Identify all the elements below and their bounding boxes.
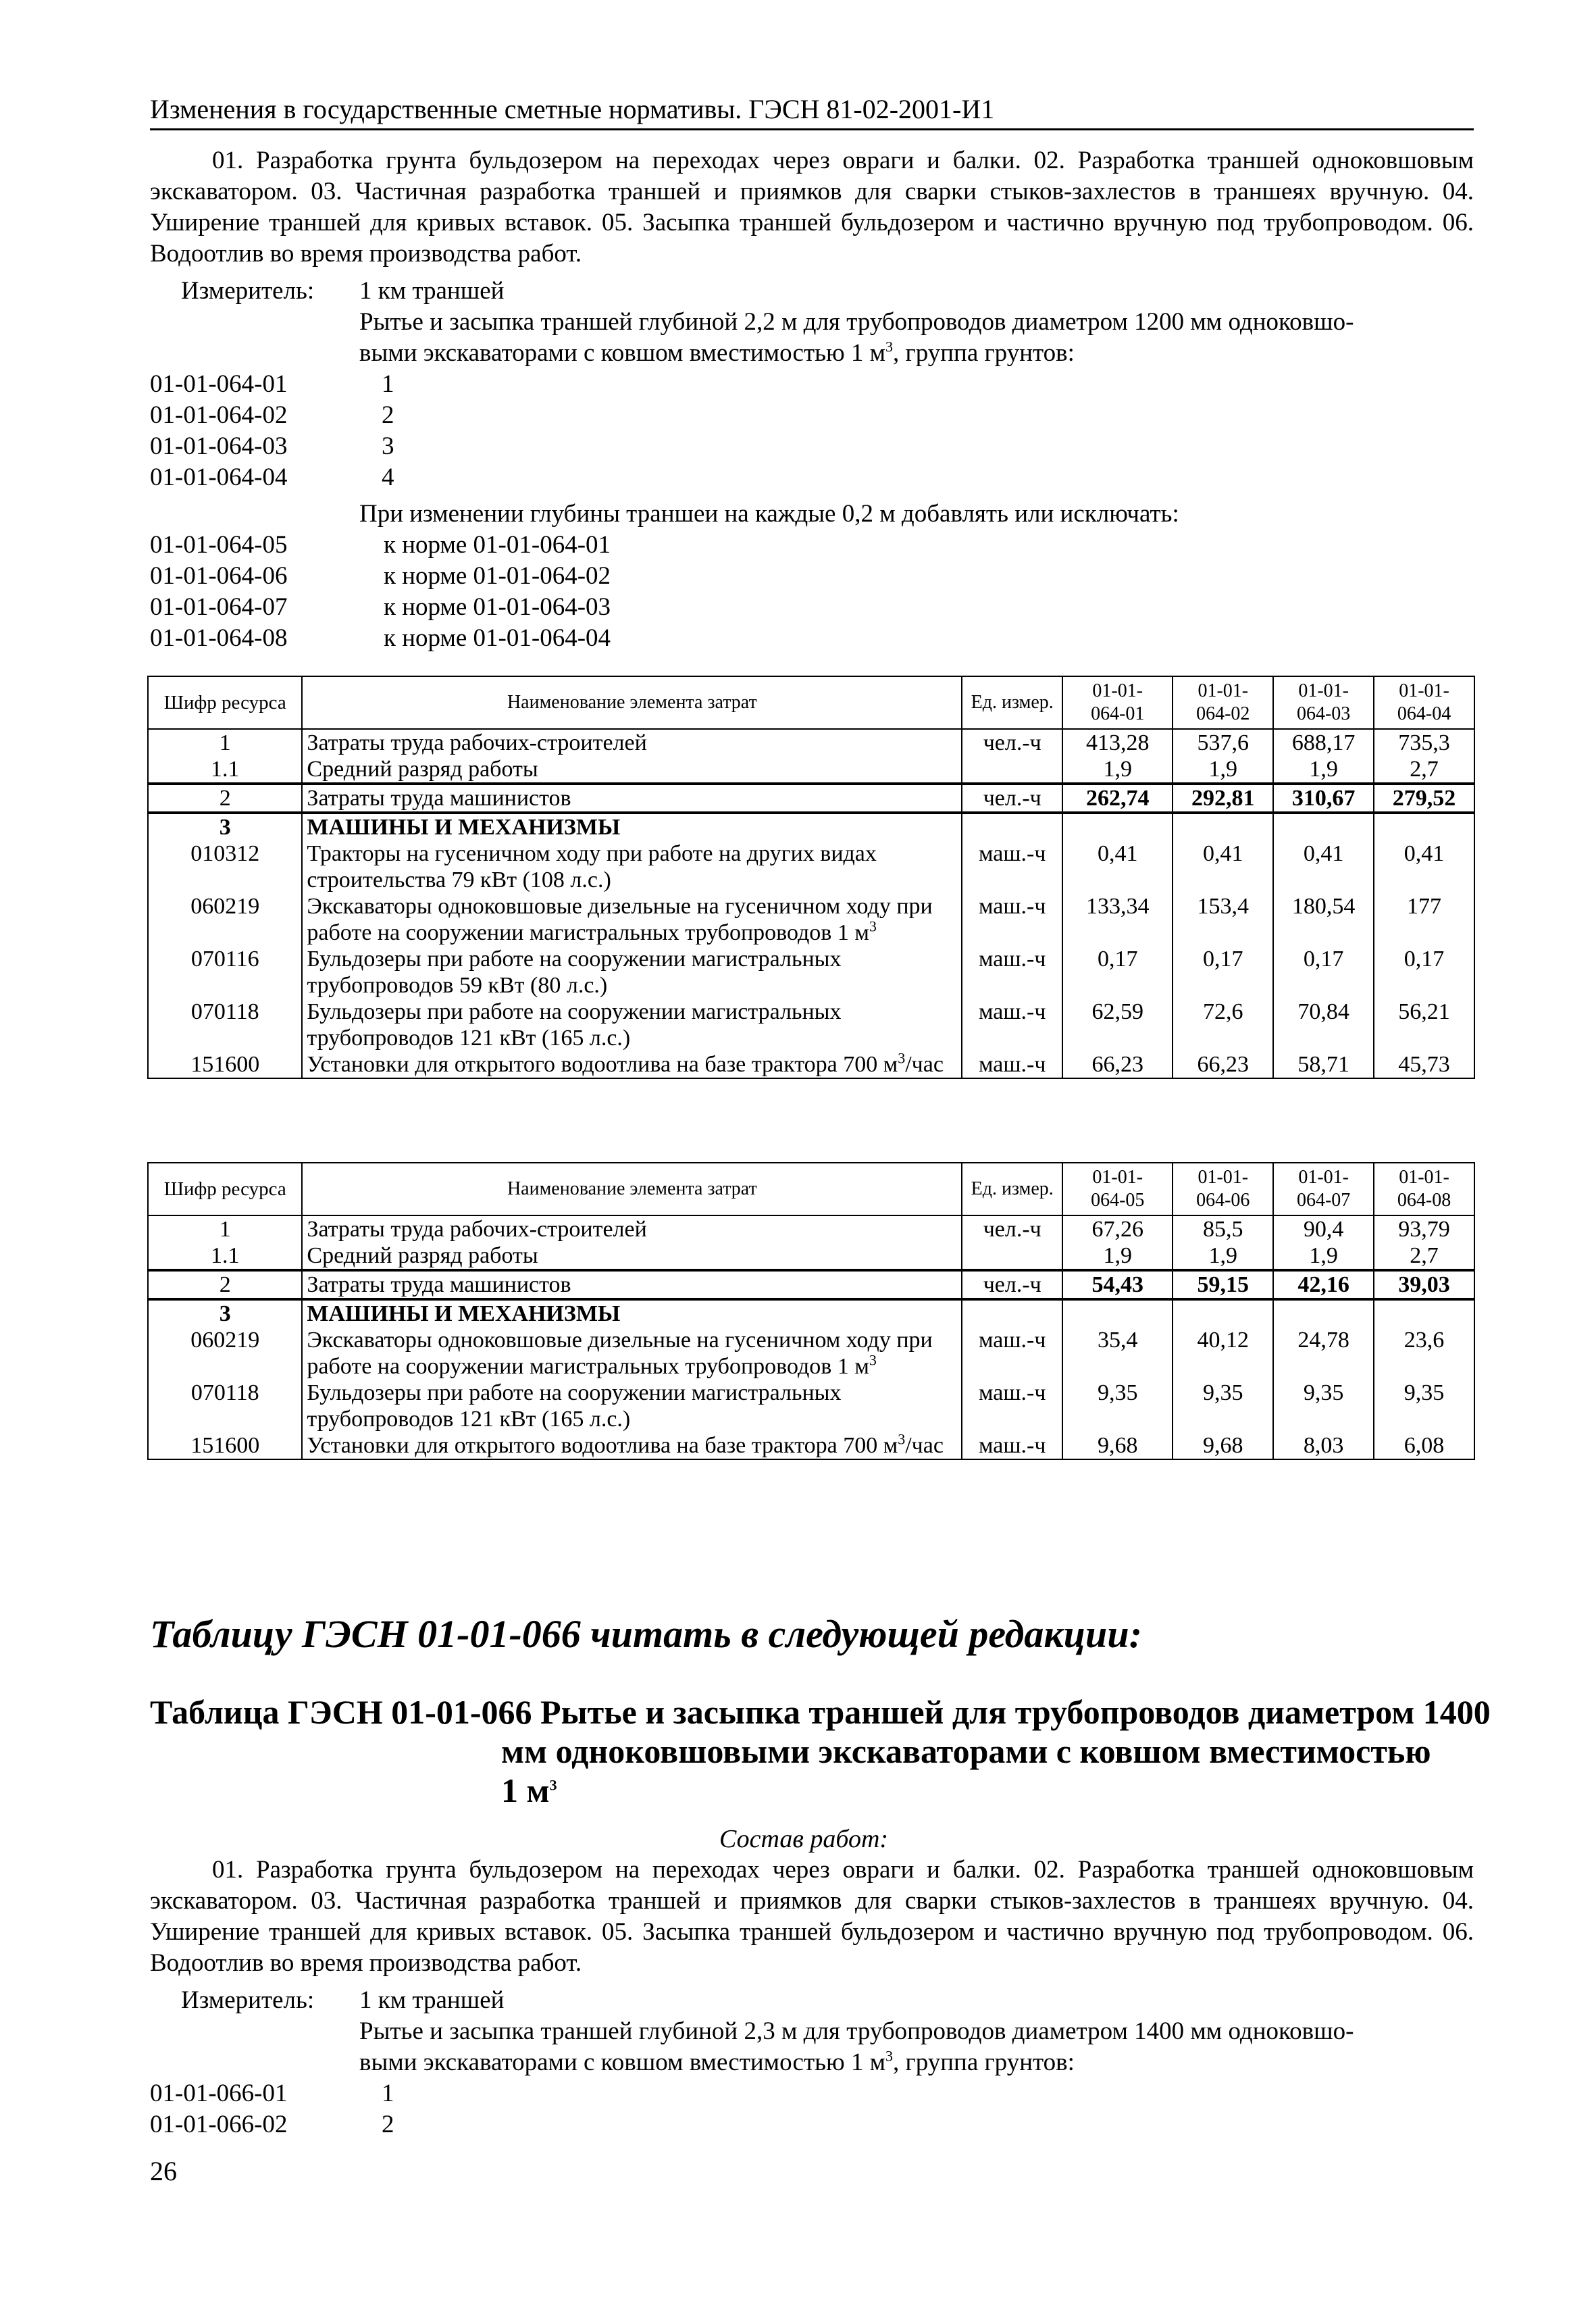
soil-group-code: 01-01-064-04 xyxy=(150,463,288,491)
norm-value xyxy=(1173,813,1273,840)
superscript: 3 xyxy=(898,1049,906,1067)
norm-code-part-a: 01-01- xyxy=(1399,680,1449,701)
norm-value: 85,5 xyxy=(1173,1215,1273,1242)
norm-value: 180,54 xyxy=(1273,893,1374,946)
norm-value: 45,73 xyxy=(1374,1051,1474,1078)
soil-group-code: 01-01-066-02 xyxy=(150,2111,288,2138)
desc-line1-2: Рытье и засыпка траншей глубиной 2,3 м для трубопроводов диаметром 1400 мм одноковшо- xyxy=(359,2017,1354,2045)
title-line-3: 1 $м^3$ xyxy=(501,1771,557,1809)
meter-value-1: 1 км траншей xyxy=(359,277,505,305)
norm-value: 0,41 xyxy=(1062,840,1173,893)
norm-value xyxy=(1374,1299,1474,1327)
soil-group-code: 01-01-064-01 xyxy=(150,370,288,398)
resource-code: 070118 xyxy=(148,1380,302,1432)
table-row xyxy=(148,946,1474,999)
table-row xyxy=(148,840,1474,893)
unit: маш.-ч xyxy=(962,893,1062,946)
unit xyxy=(962,756,1062,784)
norm-code-part-b: 064-06 xyxy=(1196,1190,1250,1211)
norm-value: 9,35 xyxy=(1273,1380,1374,1432)
norm-value: 66,23 xyxy=(1062,1051,1173,1078)
resource-code: 3 xyxy=(148,1299,302,1327)
name-text: Тракторы на гусеничном ходу при работе на других видах строительства 79 кВт (108 л.с.) xyxy=(307,841,877,892)
norm-value: 6,08 xyxy=(1374,1432,1474,1459)
norm-value: 59,15 xyxy=(1173,1270,1273,1299)
title-line-1: Таблица ГЭСН 01-01-066 Рытье и засыпка траншей для трубопроводов диаметром 1400 xyxy=(150,1693,1491,1731)
soil-group-value: 4 xyxy=(382,463,394,491)
depth-change-value: к норме 01-01-064-02 xyxy=(384,562,611,590)
norm-value: 93,79 xyxy=(1374,1215,1474,1242)
norm-value xyxy=(1173,1299,1273,1327)
unit: чел.-ч xyxy=(962,1215,1062,1242)
name-tail: /час xyxy=(905,1052,944,1077)
norm-value: 39,03 xyxy=(1374,1270,1474,1299)
depth-change-value: к норме 01-01-064-04 xyxy=(384,624,611,652)
norm-value xyxy=(1273,813,1374,840)
page-number: 26 xyxy=(150,2156,177,2186)
col-header-norm xyxy=(1173,1163,1273,1215)
norm-value: 90,4 xyxy=(1273,1215,1374,1242)
col-header-norm xyxy=(1374,676,1474,729)
norm-code-part-b: 064-03 xyxy=(1296,703,1351,724)
unit xyxy=(962,813,1062,840)
norm-value: 2,7 xyxy=(1374,1242,1474,1270)
col-header-norm xyxy=(1273,676,1374,729)
table-row xyxy=(148,729,1474,756)
norm-value: 9,68 xyxy=(1173,1432,1273,1459)
unit: маш.-ч xyxy=(962,1432,1062,1459)
norm-value: 9,35 xyxy=(1173,1380,1273,1432)
norm-value: 1,9 xyxy=(1273,756,1374,784)
norm-value: 688,17 xyxy=(1273,729,1374,756)
cost-element-name xyxy=(302,946,962,999)
resource-code: 070118 xyxy=(148,999,302,1051)
norm-value: 40,12 xyxy=(1173,1327,1273,1380)
norm-value: 72,6 xyxy=(1173,999,1273,1051)
norm-value: 1,9 xyxy=(1173,1242,1273,1270)
unit: чел.-ч xyxy=(962,784,1062,813)
change-note: При изменении глубины траншеи на каждые 0,2 м добавлять или исключать: xyxy=(359,500,1179,528)
norm-value xyxy=(1062,1299,1173,1327)
depth-change-code: 01-01-064-06 xyxy=(150,562,288,590)
norm-value: 310,67 xyxy=(1273,784,1374,813)
resource-code: 2 xyxy=(148,1270,302,1299)
unit: чел.-ч xyxy=(962,729,1062,756)
soil-group-value: 3 xyxy=(382,432,394,460)
col-header-unit: Ед. измер. xyxy=(962,676,1062,729)
meter-label-2: Измеритель: xyxy=(181,1986,315,2014)
soil-group-value: 1 xyxy=(382,370,394,398)
name-text: Затраты труда машинистов xyxy=(307,1272,571,1297)
col-header-code: Шифр ресурса xyxy=(148,676,302,729)
norm-value: 24,78 xyxy=(1273,1327,1374,1380)
norm-value xyxy=(1374,813,1474,840)
page-header: Изменения в государственные сметные нормативы. ГЭСН 81-02-2001-И1 xyxy=(150,94,995,124)
name-text: Установки для открытого водоотлива на базе трактора 700 м xyxy=(307,1433,898,1458)
norm-value: 1,9 xyxy=(1273,1242,1374,1270)
table-row xyxy=(148,1270,1474,1299)
name-text: Бульдозеры при работе на сооружении магистральных трубопроводов 121 кВт (165 л.с.) xyxy=(307,1380,842,1432)
cost-element-name xyxy=(302,1432,962,1459)
table-row xyxy=(148,756,1474,784)
col-header-name: Наименование элемента затрат xyxy=(302,1163,962,1215)
soil-group-value: 1 xyxy=(382,2080,394,2107)
soil-group-code: 01-01-064-03 xyxy=(150,432,288,460)
work-composition-1: 01. Разработка грунта бульдозером на переходах через овраги и балки. 02. Разработка траншей одноковшовым экскаватором. 03. Частичная разработка траншей и приямков для сварки стыков-захлестов в траншеях вручную. 04. Уширение траншей для кривых вставок. 05. Засыпка траншей бульдозером и частично вручную под трубопроводом. 06. Водоотлив во время производства работ. xyxy=(150,147,1474,268)
unit xyxy=(962,1242,1062,1270)
norm-value: 8,03 xyxy=(1273,1432,1374,1459)
depth-change-code: 01-01-064-05 xyxy=(150,531,288,559)
title-line-2: мм одноковшовыми экскаваторами с ковшом вместимостью xyxy=(501,1732,1431,1770)
cost-element-name xyxy=(302,1327,962,1380)
norm-value: 54,43 xyxy=(1062,1270,1173,1299)
norm-value: 0,41 xyxy=(1374,840,1474,893)
norm-code-part-a: 01-01- xyxy=(1298,1167,1349,1188)
depth-change-value: к норме 01-01-064-01 xyxy=(384,531,611,559)
name-text: Бульдозеры при работе на сооружении магистральных трубопроводов 59 кВт (80 л.с.) xyxy=(307,947,842,998)
table-row xyxy=(148,1299,1474,1327)
name-text: Экскаваторы одноковшовые дизельные на гусеничном ходу при работе на сооружении магистральных трубопроводов 1 м xyxy=(307,1328,933,1379)
header-rule xyxy=(150,128,1474,130)
norm-code-part-a: 01-01- xyxy=(1399,1167,1449,1188)
resource-code: 060219 xyxy=(148,893,302,946)
cost-element-name xyxy=(302,999,962,1051)
norm-value: 56,21 xyxy=(1374,999,1474,1051)
cost-element-name xyxy=(302,756,962,784)
norm-value: 177 xyxy=(1374,893,1474,946)
table-row xyxy=(148,813,1474,840)
resource-code: 151600 xyxy=(148,1432,302,1459)
norm-code-part-b: 064-02 xyxy=(1196,703,1250,724)
table-row xyxy=(148,1380,1474,1432)
cost-element-name xyxy=(302,1242,962,1270)
norm-value: 1,9 xyxy=(1062,756,1173,784)
resource-table-2 xyxy=(147,1162,1475,1460)
resource-code: 2 xyxy=(148,784,302,813)
norm-value: 262,74 xyxy=(1062,784,1173,813)
norm-code-part-a: 01-01- xyxy=(1092,680,1143,701)
unit: чел.-ч xyxy=(962,1270,1062,1299)
norm-value: 1,9 xyxy=(1173,756,1273,784)
cost-element-name xyxy=(302,1270,962,1299)
depth-change-value: к норме 01-01-064-03 xyxy=(384,593,611,621)
norm-value: 0,41 xyxy=(1173,840,1273,893)
norm-code-part-a: 01-01- xyxy=(1092,1167,1143,1188)
table-row xyxy=(148,893,1474,946)
unit xyxy=(962,1299,1062,1327)
superscript: 3 xyxy=(869,917,877,935)
col-header-norm xyxy=(1062,1163,1173,1215)
norm-value: 70,84 xyxy=(1273,999,1374,1051)
norm-code-part-a: 01-01- xyxy=(1198,1167,1249,1188)
depth-change-code: 01-01-064-07 xyxy=(150,593,288,621)
meter-label-1: Измеритель: xyxy=(181,277,315,305)
norm-value: 0,41 xyxy=(1273,840,1374,893)
name-text: МАШИНЫ И МЕХАНИЗМЫ xyxy=(307,1301,621,1326)
table-title xyxy=(150,1692,1491,1810)
norm-value: 9,35 xyxy=(1374,1380,1474,1432)
norm-value: 279,52 xyxy=(1374,784,1474,813)
resource-code: 1 xyxy=(148,1215,302,1242)
name-text: Установки для открытого водоотлива на базе трактора 700 м xyxy=(307,1052,898,1077)
norm-value: 62,59 xyxy=(1062,999,1173,1051)
name-text: Затраты труда рабочих-строителей xyxy=(307,730,647,755)
name-text: Экскаваторы одноковшовые дизельные на гусеничном ходу при работе на сооружении магистральных трубопроводов 1 м xyxy=(307,894,933,945)
norm-value: 9,35 xyxy=(1062,1380,1173,1432)
unit: маш.-ч xyxy=(962,1327,1062,1380)
table-row xyxy=(148,1051,1474,1078)
soil-group-code: 01-01-064-02 xyxy=(150,401,288,429)
norm-value: 0,17 xyxy=(1273,946,1374,999)
norm-value: 1,9 xyxy=(1062,1242,1173,1270)
norm-code-part-b: 064-04 xyxy=(1397,703,1451,724)
norm-value: 42,16 xyxy=(1273,1270,1374,1299)
cost-element-name xyxy=(302,784,962,813)
norm-value: 0,17 xyxy=(1062,946,1173,999)
table-row xyxy=(148,1215,1474,1242)
soil-group-code: 01-01-066-01 xyxy=(150,2080,288,2107)
norm-value: 2,7 xyxy=(1374,756,1474,784)
cost-element-name xyxy=(302,813,962,840)
resource-code: 010312 xyxy=(148,840,302,893)
col-header-norm xyxy=(1173,676,1273,729)
superscript: 3 xyxy=(869,1351,877,1369)
composition-label: Состав работ: xyxy=(719,1825,889,1853)
norm-value: 292,81 xyxy=(1173,784,1273,813)
norm-value: 35,4 xyxy=(1062,1327,1173,1380)
desc-line1-1: Рытье и засыпка траншей глубиной 2,2 м для трубопроводов диаметром 1200 мм одноковшо- xyxy=(359,308,1354,336)
table-row xyxy=(148,1327,1474,1380)
table-row xyxy=(148,1242,1474,1270)
name-text: Бульдозеры при работе на сооружении магистральных трубопроводов 121 кВт (165 л.с.) xyxy=(307,999,842,1051)
norm-value: 413,28 xyxy=(1062,729,1173,756)
resource-code: 060219 xyxy=(148,1327,302,1380)
norm-value: 58,71 xyxy=(1273,1051,1374,1078)
name-text: Средний разряд работы xyxy=(307,1243,538,1268)
resource-code: 070116 xyxy=(148,946,302,999)
resource-code: 1 xyxy=(148,729,302,756)
resource-code: 1.1 xyxy=(148,756,302,784)
unit: маш.-ч xyxy=(962,946,1062,999)
unit: маш.-ч xyxy=(962,840,1062,893)
col-header-norm xyxy=(1062,676,1173,729)
table-row xyxy=(148,784,1474,813)
norm-value: 735,3 xyxy=(1374,729,1474,756)
col-header-unit: Ед. измер. xyxy=(962,1163,1062,1215)
name-text: Средний разряд работы xyxy=(307,757,538,782)
desc-line2-1: выми экскаваторами с ковшом вместимостью 1 $м^3$, группа грунтов: xyxy=(359,338,1075,367)
norm-value: 66,23 xyxy=(1173,1051,1273,1078)
unit: маш.-ч xyxy=(962,999,1062,1051)
cost-element-name xyxy=(302,893,962,946)
norm-value xyxy=(1273,1299,1374,1327)
superscript: 3 xyxy=(898,1430,906,1448)
table-row xyxy=(148,1432,1474,1459)
norm-code-part-b: 064-05 xyxy=(1091,1190,1145,1211)
norm-code-part-b: 064-07 xyxy=(1296,1190,1351,1211)
work-composition-2: 01. Разработка грунта бульдозером на переходах через овраги и балки. 02. Разработка траншей одноковшовым экскаватором. 03. Частичная разработка траншей и приямков для сварки стыков-захлестов в траншеях вручную. 04. Уширение траншей для кривых вставок. 05. Засыпка траншей бульдозером и частично вручную под трубопроводом. 06. Водоотлив во время производства работ. xyxy=(150,1856,1474,1977)
table-row xyxy=(148,999,1474,1051)
norm-value: 133,34 xyxy=(1062,893,1173,946)
norm-code-part-a: 01-01- xyxy=(1298,680,1349,701)
resource-code: 1.1 xyxy=(148,1242,302,1270)
unit: маш.-ч xyxy=(962,1051,1062,1078)
name-text: Затраты труда рабочих-строителей xyxy=(307,1217,647,1242)
resource-table-1 xyxy=(147,676,1475,1079)
norm-value: 0,17 xyxy=(1173,946,1273,999)
norm-code-part-a: 01-01- xyxy=(1198,680,1249,701)
norm-code-part-b: 064-01 xyxy=(1091,703,1145,724)
cost-element-name xyxy=(302,840,962,893)
meter-value-2: 1 км траншей xyxy=(359,1986,505,2014)
name-text: Затраты труда машинистов xyxy=(307,786,571,811)
soil-group-value: 2 xyxy=(382,401,394,429)
cost-element-name xyxy=(302,729,962,756)
col-header-name: Наименование элемента затрат xyxy=(302,676,962,729)
depth-change-code: 01-01-064-08 xyxy=(150,624,288,652)
norm-value: 153,4 xyxy=(1173,893,1273,946)
col-header-code: Шифр ресурса xyxy=(148,1163,302,1215)
norm-value: 9,68 xyxy=(1062,1432,1173,1459)
norm-value: 67,26 xyxy=(1062,1215,1173,1242)
desc-line2-2: выми экскаваторами с ковшом вместимостью 1 $м^3$, группа грунтов: xyxy=(359,2047,1075,2076)
norm-value: 537,6 xyxy=(1173,729,1273,756)
norm-value xyxy=(1062,813,1173,840)
soil-group-value: 2 xyxy=(382,2111,394,2138)
cost-element-name xyxy=(302,1299,962,1327)
cost-element-name xyxy=(302,1380,962,1432)
cost-element-name xyxy=(302,1051,962,1078)
resource-code: 151600 xyxy=(148,1051,302,1078)
unit: маш.-ч xyxy=(962,1380,1062,1432)
italic-heading: Таблицу ГЭСН 01-01-066 читать в следующей редакции: xyxy=(150,1612,1142,1656)
col-header-norm xyxy=(1273,1163,1374,1215)
norm-code-part-b: 064-08 xyxy=(1397,1190,1451,1211)
norm-value: 0,17 xyxy=(1374,946,1474,999)
col-header-norm xyxy=(1374,1163,1474,1215)
norm-value: 23,6 xyxy=(1374,1327,1474,1380)
name-text: МАШИНЫ И МЕХАНИЗМЫ xyxy=(307,815,621,840)
name-tail: /час xyxy=(905,1433,944,1458)
resource-code: 3 xyxy=(148,813,302,840)
cost-element-name xyxy=(302,1215,962,1242)
